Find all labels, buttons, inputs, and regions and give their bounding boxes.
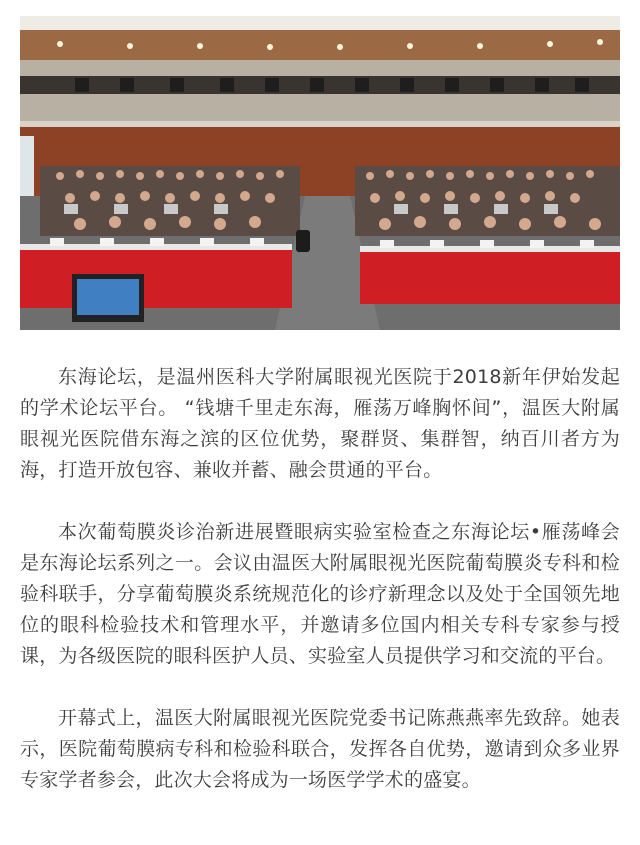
conference-hall-illustration — [20, 16, 620, 330]
side-window — [20, 136, 34, 196]
paragraph-opening: 开幕式上，温医大附属眼视光医院党委书记陈燕燕率先致辞。她表示，医院葡萄膜病专科和检验科联合，发挥各自优势，邀请到众多业界专家学者参会，此次大会将成为一场医学学术的盛宴。 — [20, 707, 620, 791]
paragraph-intro: 东海论坛，是温州医科大学附属眼视光医院于2018新年伊始发起的学术论坛平台。 “钱塘千里走东海，雁荡万峰胸怀间”，温医大附属眼视光医院借东海之滨的区位优势，聚群贤、集群智，纳百川者方为海，打造开放包容、兼收并蓄、融会贯通的平台。 — [20, 366, 620, 481]
red-table-left — [20, 246, 292, 308]
backpack — [296, 230, 310, 252]
wood-ceiling-band — [20, 30, 620, 60]
red-table-right — [360, 248, 620, 304]
monitor-screen — [77, 279, 139, 315]
audience-right — [355, 166, 620, 236]
article-body — [20, 362, 620, 796]
conference-photo — [20, 16, 620, 330]
audience-left — [40, 166, 300, 236]
ceiling-edge — [20, 16, 620, 30]
paragraph-summit: 本次葡萄膜炎诊治新进展暨眼病实验室检查之东海论坛•雁荡峰会是东海论坛系列之一。会议由温医大附属眼视光医院葡萄膜炎专科和检验科联手，分享葡萄膜炎系统规范化的诊疗新理念以及处于全国领先地位的眼科检验技术和管理水平，并邀请多位国内相关专科专家参与授课，为各级医院的眼科医护人员、实验室人员提供学习和交流的平台。 — [20, 521, 620, 667]
wall-trim — [20, 121, 620, 127]
